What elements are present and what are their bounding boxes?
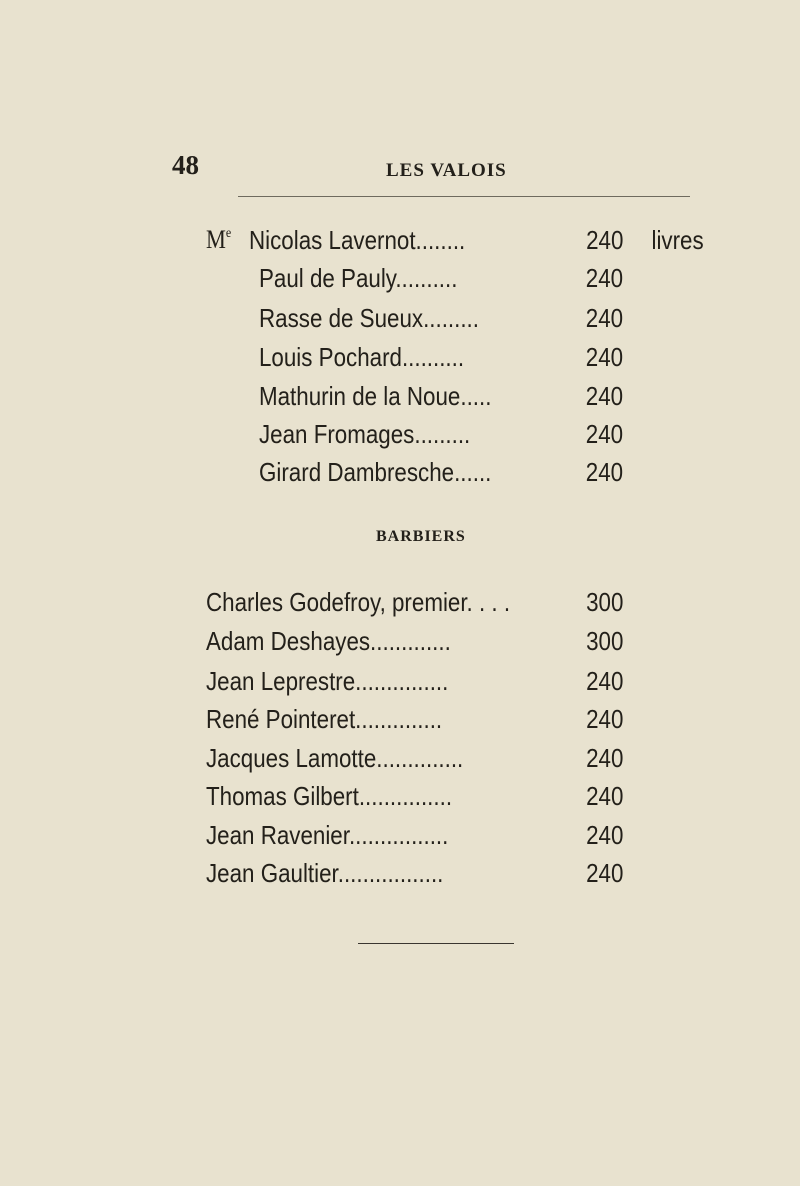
page-number: 48 — [172, 150, 199, 180]
row-amount: 240 — [585, 303, 624, 333]
row-name: Charles Godefroy, premier. . . . — [206, 587, 511, 617]
row-amount: 240 — [586, 743, 624, 773]
row-amount: 240 — [585, 457, 624, 487]
row-name: Rasse de Sueux......... — [259, 303, 479, 333]
row-amount: 240 — [585, 342, 624, 372]
row-amount: 240 — [586, 225, 624, 255]
footer-rule — [358, 943, 514, 944]
row-name: Jean Fromages......... — [259, 419, 471, 449]
row-name: Jean Leprestre............... — [206, 666, 449, 696]
row-name: René Pointeret.............. — [206, 704, 443, 734]
row-name: Jean Gaultier................. — [206, 858, 444, 888]
header-rule — [238, 196, 690, 197]
row-amount: 240 — [586, 820, 624, 850]
row-name: Jean Ravenier................ — [206, 820, 449, 850]
row-name: Mathurin de la Noue..... — [259, 381, 492, 411]
row-amount: 240 — [586, 781, 624, 811]
row-name: Nicolas Lavernot........ — [249, 225, 466, 255]
row-unit: livres — [651, 225, 704, 255]
running-title: LES VALOIS — [386, 160, 507, 181]
row-name: Adam Deshayes............. — [206, 626, 451, 656]
row-amount: 240 — [586, 666, 624, 696]
row-name: Thomas Gilbert............... — [206, 781, 453, 811]
row-amount: 240 — [586, 704, 624, 734]
row-name: Jacques Lamotte.............. — [206, 743, 464, 773]
row-amount: 240 — [585, 263, 624, 293]
row-name: Louis Pochard.......... — [259, 342, 465, 372]
title-prefix: Me — [206, 225, 232, 254]
row-amount: 240 — [586, 858, 624, 888]
row-name: Girard Dambresche...... — [259, 457, 492, 487]
row-amount: 300 — [586, 626, 624, 656]
row-amount: 240 — [585, 419, 624, 449]
row-amount: 300 — [586, 587, 624, 617]
row-name: Paul de Pauly.......... — [259, 263, 458, 293]
section-title: BARBIERS — [376, 528, 466, 545]
row-amount: 240 — [585, 381, 624, 411]
